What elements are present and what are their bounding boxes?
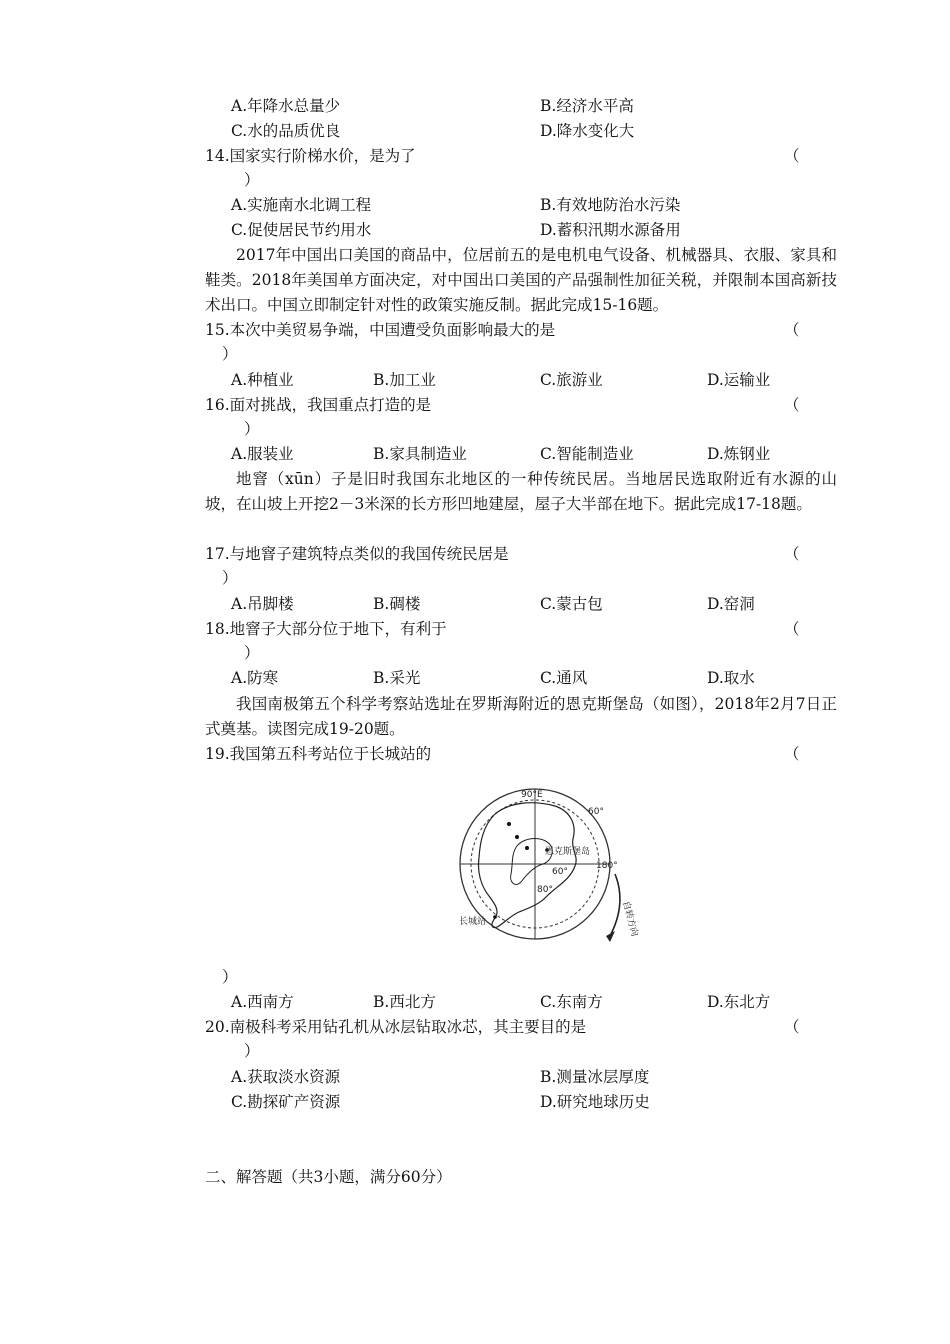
- q17-paren-close: ）: [222, 569, 238, 587]
- q18-option-b: B.采光: [373, 669, 421, 687]
- label-60b: 60°: [552, 867, 568, 877]
- q14-paren-open: （: [784, 147, 800, 165]
- section-2-heading: 二、解答题（共3小题，满分60分）: [205, 1168, 452, 1186]
- q14-option-a: A.实施南水北调工程: [231, 196, 372, 214]
- changcheng-dot: [493, 915, 497, 919]
- q19-paren-open: （: [784, 745, 800, 763]
- q17-option-c: C.蒙古包: [540, 595, 603, 613]
- q14-paren-close: ）: [244, 171, 260, 189]
- q15-paren-close: ）: [222, 345, 238, 363]
- q14-option-c: C.促使居民节约用水: [231, 221, 372, 239]
- q19-option-b: B.西北方: [373, 993, 436, 1011]
- rotation-arrowhead: [606, 931, 615, 942]
- q13-option-b: B.经济水平高: [540, 97, 634, 115]
- passage-19-20: 我国南极第五个科学考察站选址在罗斯海附近的恩克斯堡岛（如图），2018年2月7日正式奠基。读图完成19-20题。: [205, 695, 837, 738]
- label-rotation: 自转方向: [620, 900, 640, 938]
- q20-option-a: A.获取淡水资源: [231, 1068, 341, 1086]
- q15-option-c: C.旅游业: [540, 371, 603, 389]
- q19-stem: 19.我国第五科考站位于长城站的: [205, 745, 432, 763]
- label-80: 80°: [537, 885, 553, 895]
- station-dot-2: [515, 835, 519, 839]
- station-dot-1: [507, 822, 511, 826]
- q17-option-b: B.碉楼: [373, 595, 421, 613]
- label-90e: 90°E: [521, 790, 543, 800]
- ross-sea-outline: [511, 839, 553, 885]
- q16-option-b: B.家具制造业: [373, 445, 467, 463]
- q18-paren-open: （: [784, 620, 800, 638]
- q19-paren-close: ）: [222, 968, 238, 986]
- q13-option-d: D.降水变化大: [540, 122, 635, 140]
- q18-option-d: D.取水: [707, 669, 755, 687]
- q16-paren-close: ）: [244, 420, 260, 438]
- q19-option-d: D.东北方: [707, 993, 771, 1011]
- q17-option-d: D.窑洞: [707, 595, 755, 613]
- station-dot-3: [525, 846, 529, 850]
- q16-option-a: A.服装业: [231, 445, 294, 463]
- q20-stem: 20.南极科考采用钻孔机从冰层钻取冰芯，其主要目的是: [205, 1018, 587, 1036]
- q14-stem: 14.国家实行阶梯水价，是为了: [205, 147, 416, 165]
- q20-option-b: B.测量冰层厚度: [540, 1068, 650, 1086]
- q18-paren-close: ）: [244, 644, 260, 662]
- q16-paren-open: （: [784, 396, 800, 414]
- q15-stem: 15.本次中美贸易争端，中国遭受负面影响最大的是: [205, 321, 556, 339]
- antarctica-coastline: [478, 803, 576, 928]
- q18-option-c: C.通风: [540, 669, 588, 687]
- label-60: 60°: [588, 807, 604, 817]
- q13-option-c: C.水的品质优良: [231, 122, 341, 140]
- q13-option-a: A.年降水总量少: [231, 97, 341, 115]
- q18-option-a: A.防寒: [231, 669, 279, 687]
- label-station: 恩克斯堡岛: [545, 847, 591, 857]
- q20-paren-open: （: [784, 1018, 800, 1036]
- q16-option-d: D.炼钢业: [707, 445, 771, 463]
- q17-option-a: A.吊脚楼: [231, 595, 294, 613]
- antarctica-map-figure: [455, 784, 645, 954]
- q15-paren-open: （: [784, 321, 800, 339]
- q15-option-d: D.运输业: [707, 371, 771, 389]
- passage-17-18: 地窨（xūn）子是旧时我国东北地区的一种传统民居。当地居民选取附近有水源的山坡，在山坡上开挖2－3米深的长方形凹地建屋，屋子大半部在地下。据此完成17-18题。: [205, 470, 837, 513]
- q20-paren-close: ）: [244, 1042, 260, 1060]
- q17-stem: 17.与地窨子建筑特点类似的我国传统民居是: [205, 545, 509, 563]
- q18-stem: 18.地窨子大部分位于地下，有利于: [205, 620, 447, 638]
- q14-option-d: D.蓄积汛期水源备用: [540, 221, 681, 239]
- label-changcheng: 长城站: [459, 917, 487, 927]
- q15-option-a: A.种植业: [231, 371, 294, 389]
- q14-option-b: B.有效地防治水污染: [540, 196, 681, 214]
- q15-option-b: B.加工业: [373, 371, 436, 389]
- label-180: 180°: [596, 861, 618, 871]
- q20-option-d: D.研究地球历史: [540, 1093, 650, 1111]
- q19-option-a: A.西南方: [231, 993, 294, 1011]
- q19-option-c: C.东南方: [540, 993, 603, 1011]
- rotation-arrow: [611, 874, 620, 934]
- passage-15-16: 2017年中国出口美国的商品中，位居前五的是电机电气设备、机械器具、衣服、家具和鞋类。2018年美国单方面决定，对中国出口美国的产品强制性加征关税，并限制本国高新技术出口。中国立即制定针对性的政策实施反制。据此完成15-16题。: [205, 246, 837, 314]
- q16-option-c: C.智能制造业: [540, 445, 634, 463]
- q17-paren-open: （: [784, 545, 800, 563]
- q20-option-c: C.勘探矿产资源: [231, 1093, 341, 1111]
- q16-stem: 16.面对挑战，我国重点打造的是: [205, 396, 432, 414]
